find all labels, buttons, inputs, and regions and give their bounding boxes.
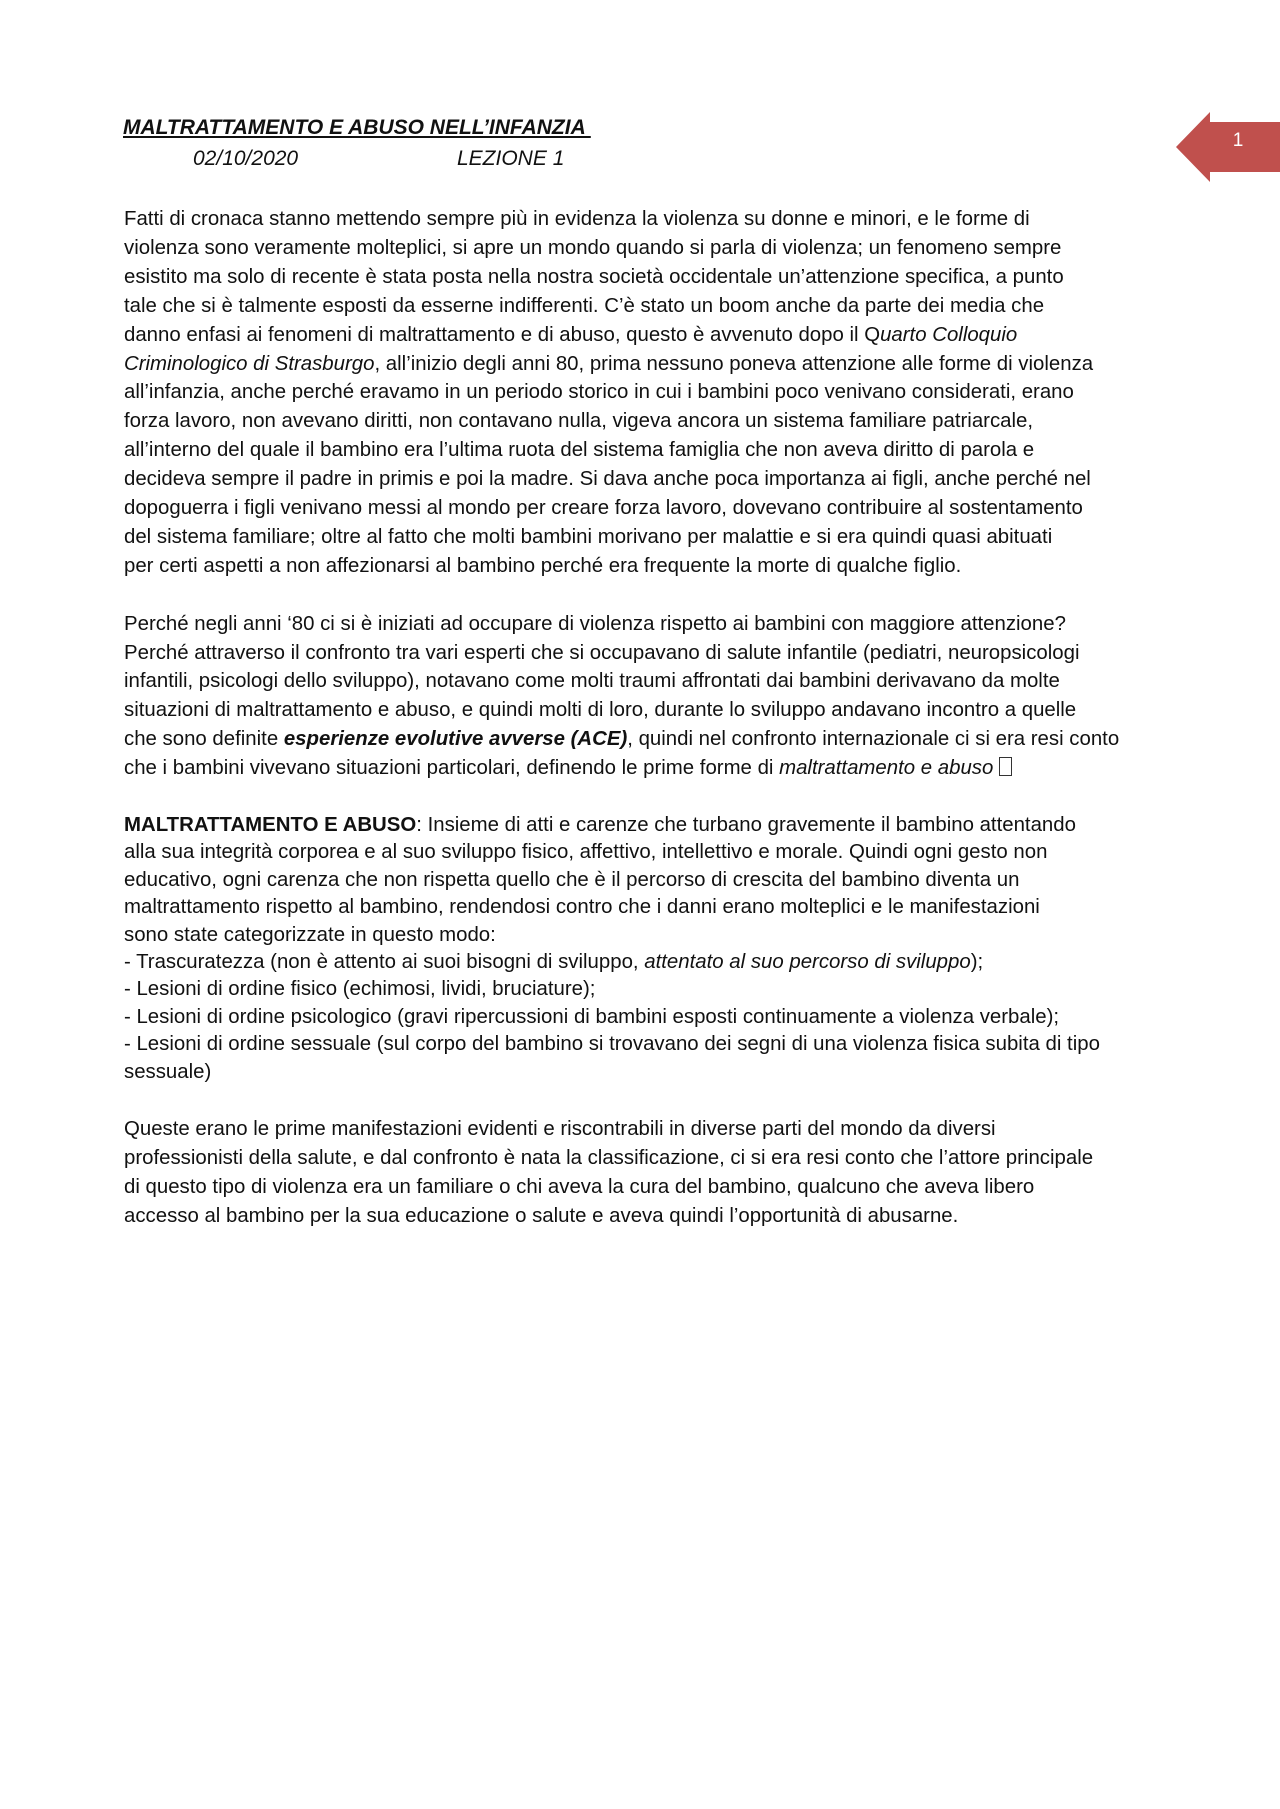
text-run: che i bambini vivevano situazioni particolari, definendo le prime forme di (124, 757, 780, 780)
paragraph-intro (124, 205, 1174, 581)
list-item: - Lesioni di ordine psicologico (gravi ripercussioni di bambini esposti continuamente a violenza verbale); (124, 1005, 1060, 1028)
text-line: decideva sempre il padre in primis e poi la madre. Si dava anche poca importanza ai figli, anche perché nel (124, 468, 1091, 491)
text-run-italic: maltrattamento e abuso (779, 757, 994, 780)
list-item (124, 949, 1174, 976)
page-number: 1 (1232, 130, 1244, 151)
missing-glyph-icon (999, 757, 1012, 776)
text-line: per certi aspetti a non affezionarsi al bambino perché era frequente la morte di qualche figlio. (124, 554, 962, 577)
text-line: all’infanzia, anche perché eravamo in un periodo storico in cui i bambini poco venivano considerati, erano (124, 381, 1074, 404)
text-run-italic: uarto Colloquio (880, 323, 1018, 346)
text-line: alla sua integrità corporea e al suo sviluppo fisico, affettivo, intellettivo e morale. Quindi ogni gesto non (124, 841, 1048, 864)
text-run: che sono definite (124, 728, 284, 751)
text-line (124, 350, 1174, 379)
text-line: Fatti di cronaca stanno mettendo sempre più in evidenza la violenza su donne e minori, e le forme di (124, 208, 1030, 230)
text-line: dopoguerra i figli venivano messi al mondo per creare forza lavoro, dovevano contribuire al sostentamento (124, 497, 1083, 520)
list-item: - Lesioni di ordine fisico (echimosi, lividi, bruciature); (124, 978, 596, 1001)
text-line (124, 321, 1174, 350)
text-line: situazioni di maltrattamento e abuso, e quindi molti di loro, durante lo sviluppo andavano incontro a quelle (124, 699, 1077, 722)
text-line: infantili, psicologi dello sviluppo), notavano come molti traumi affrontati dai bambini derivavano da molte (124, 670, 1060, 693)
text-line: di questo tipo di violenza era un familiare o chi aveva la cura del bambino, qualcuno che aveva libero (124, 1175, 1035, 1198)
text-line: Perché negli anni ‘80 ci si è iniziati ad occupare di violenza rispetto ai bambini con maggiore attenzione? (124, 612, 1066, 635)
text-line: accesso al bambino per la sua educazione o salute e aveva quindi l’opportunità di abusarne. (124, 1204, 959, 1227)
text-run-italic: attentato al suo percorso di sviluppo (644, 951, 971, 974)
text-line: esistito ma solo di recente è stata posta nella nostra società occidentale un’attenzione specifica, a punto (124, 265, 1064, 288)
text-line: tale che si è talmente esposti da esserne indifferenti. C’è stato un boom anche da parte dei media che (124, 294, 1045, 317)
paragraph-definition (124, 812, 1174, 1086)
document-body (124, 205, 1174, 1259)
text-line: educativo, ogni carenza che non rispetta quello che è il percorso di crescita del bambino diventa un (124, 868, 1020, 891)
text-line: professionisti della salute, e dal confronto è nata la classificazione, ci si era resi conto che l’attore principale (124, 1146, 1094, 1169)
text-line (124, 725, 1174, 754)
paragraph-conclusion (124, 1115, 1174, 1231)
text-run: : Insieme di atti e carenze che turbano gravemente il bambino attentando (416, 814, 1076, 836)
page-number-marker (1176, 112, 1280, 182)
text-line: all’interno del quale il bambino era l’ultima ruota del sistema famiglia che non aveva diritto di parola e (124, 439, 1035, 462)
paragraph-eighties (124, 610, 1174, 783)
text-line: Queste erano le prime manifestazioni evidenti e riscontrabili in diverse parti del mondo da diversi (124, 1117, 996, 1140)
text-line: Perché attraverso il confronto tra vari esperti che si occupavano di salute infantile (pediatri, neuropsicologi (124, 641, 1080, 664)
text-run: , quindi nel confronto internazionale ci si era resi conto (627, 728, 1120, 751)
text-run: , all’inizio degli anni 80, prima nessuno poneva attenzione alle forme di violenza (374, 352, 1094, 375)
text-line: sono state categorizzate in questo modo: (124, 923, 496, 946)
document-title: MALTRATTAMENTO E ABUSO NELL’INFANZIA (123, 116, 591, 139)
text-run: ); (970, 951, 984, 974)
lesson-date: 02/10/2020 (193, 147, 299, 170)
defined-term: MALTRATTAMENTO E ABUSO (124, 814, 417, 836)
text-line (124, 754, 1174, 783)
list-item: - Lesioni di ordine sessuale (sul corpo del bambino si trovavano dei segni di una violenza fisica subita di tipo (124, 1033, 1100, 1056)
text-line: forza lavoro, non avevano diritti, non contavano nulla, vigeva ancora un sistema familiare patriarcale, (124, 410, 1034, 433)
text-line: sessuale) (124, 1060, 212, 1083)
text-run: - Trascuratezza (non è attento ai suoi bisogni di sviluppo, (124, 951, 645, 974)
text-line: violenza sono veramente molteplici, si apre un mondo quando si parla di violenza; un fenomeno sempre (124, 236, 1062, 259)
text-run-italic: Criminologico di Strasburgo (124, 352, 375, 375)
text-line: maltrattamento rispetto al bambino, rendendosi contro che i danni erano molteplici e le manifestazioni (124, 896, 1040, 919)
lesson-label: LEZIONE 1 (457, 147, 565, 170)
text-line (124, 812, 1174, 839)
text-line: del sistema familiare; oltre al fatto che molti bambini morivano per malattie e si era quindi quasi abituati (124, 525, 1053, 548)
text-run: danno enfasi ai fenomeni di maltrattamento e di abuso, questo è avvenuto dopo il Q (124, 323, 881, 346)
text-run-bold-italic: esperienze evolutive avverse (ACE) (283, 728, 628, 751)
